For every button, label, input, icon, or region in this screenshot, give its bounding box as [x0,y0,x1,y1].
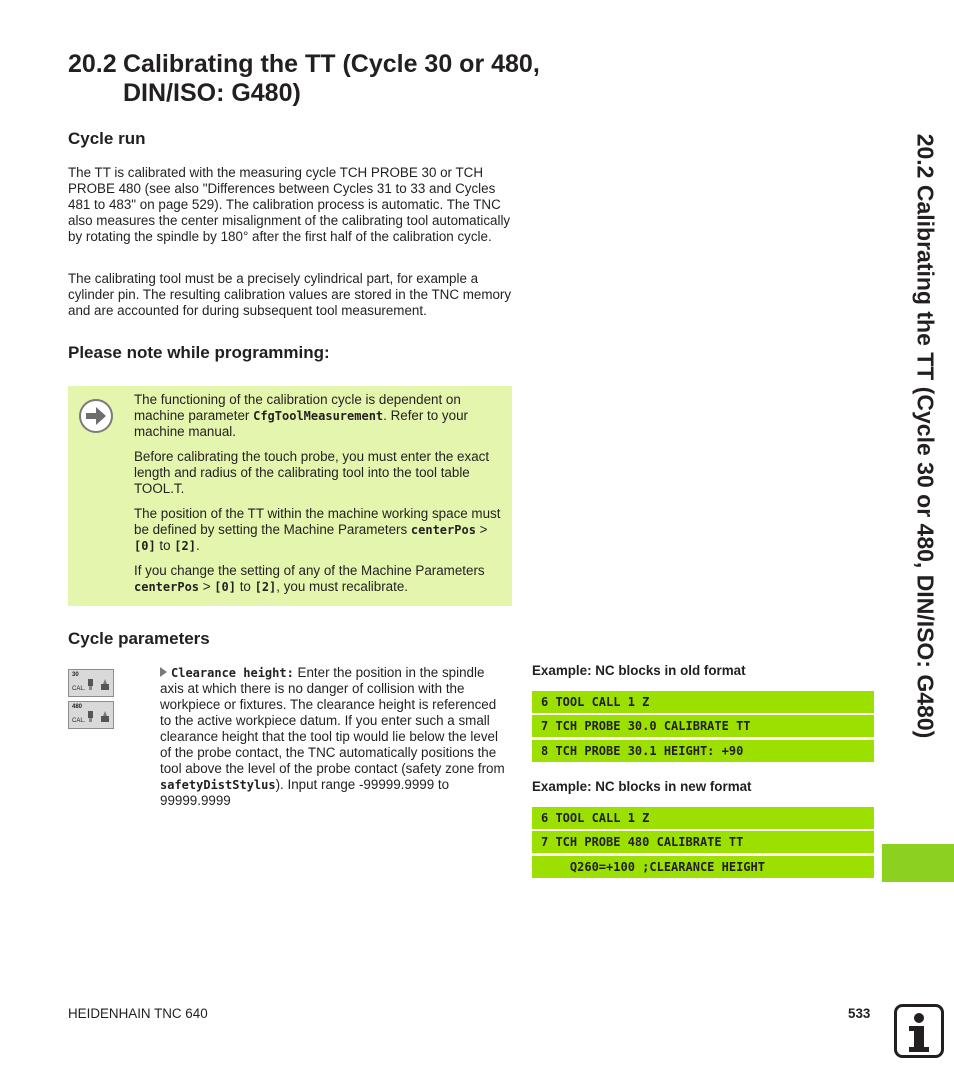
title-line-1: Calibrating the TT (Cycle 30 or 480, [123,50,540,78]
info-icon [894,1004,944,1058]
note-item-2: Before calibrating the touch probe, you must enter the exact length and radius of the calibrating tool into the tool table TOOL.T. [134,449,490,496]
clearance-height-parameter: Clearance height: Enter the position in the spindle axis at which there is no danger of collision with the workpiece or fixtures. The clearance height is referenced to the active workpiece datum. If you enter such a small clearance height that the tool tip would lie below the level of the probe contact, the TNC automatically positions the tool above the level of the probe contact (safety zone from safetyDistStylus). Input range -99999.9999 to 99999.9999 [160,665,505,808]
bullet-triangle-icon [160,667,167,677]
programming-note-heading: Please note while programming: [68,343,330,362]
chapter-tab [882,844,954,882]
side-running-title: 20.2 Calibrating the TT (Cycle 30 or 480, DIN/ISO: G480) [912,133,939,739]
param-cfgtoolmeasurement: CfgToolMeasurement [253,409,384,423]
page-number: 533 [848,1006,871,1021]
nc-block: 6 TOOL CALL 1 Z [532,691,874,713]
param-name: Clearance height: [171,666,294,680]
title-line-2: DIN/ISO: G480) [123,79,301,107]
cycle-parameters-heading: Cycle parameters [68,629,210,648]
cycle-run-paragraph-1: The TT is calibrated with the measuring cycle TCH PROBE 30 or TCH PROBE 480 (see also "Differences between Cycles 31 to 33 and Cycles 481 to 483" on page 529). The calibration process is automatic. The TNC also measures the center misalignment of the calibrating tool automatically by rotating the spindle by 180° after the first half of the calibration cycle. [68,165,511,244]
page-title [68,50,540,108]
softkey-cycle-480: 480 CAL. [68,701,114,729]
nc-block: Q260=+100 ;CLEARANCE HEIGHT [532,856,874,878]
cycle-run-heading: Cycle run [68,129,146,148]
note-item-3: The position of the TT within the machine working space must be defined by setting the Machine Parameters centerPos > [0] to [2]. [134,506,501,553]
note-box [68,386,512,606]
nc-block: 7 TCH PROBE 30.0 CALIBRATE TT [532,715,874,737]
example-new-label: Example: NC blocks in new format [532,779,752,794]
note-item-1: The functioning of the calibration cycle is dependent on machine parameter CfgToolMeasurement. Refer to your machine manual. [134,392,468,439]
nc-block: 8 TCH PROBE 30.1 HEIGHT: +90 [532,740,874,762]
param-safetydiststylus: safetyDistStylus [160,778,276,792]
probe-calibrate-icon [87,676,111,694]
cycle-run-paragraph-2: The calibrating tool must be a precisely cylindrical part, for example a cylinder pin. The resulting calibration values are stored in the TNC memory and are accounted for during subsequent tool measurement. [68,271,512,318]
probe-calibrate-icon [87,708,111,726]
note-text [134,392,504,604]
footer-product: HEIDENHAIN TNC 640 [68,1006,208,1021]
nc-block: 7 TCH PROBE 480 CALIBRATE TT [532,831,874,853]
note-item-4: If you change the setting of any of the Machine Parameters centerPos > [0] to [2], you must recalibrate. [134,563,485,594]
softkey-cycle-30: 30 CAL. [68,669,114,697]
nc-block: 6 TOOL CALL 1 Z [532,807,874,829]
section-number: 20.2 [68,50,117,78]
arrow-right-icon [79,399,113,433]
example-old-label: Example: NC blocks in old format [532,663,746,678]
